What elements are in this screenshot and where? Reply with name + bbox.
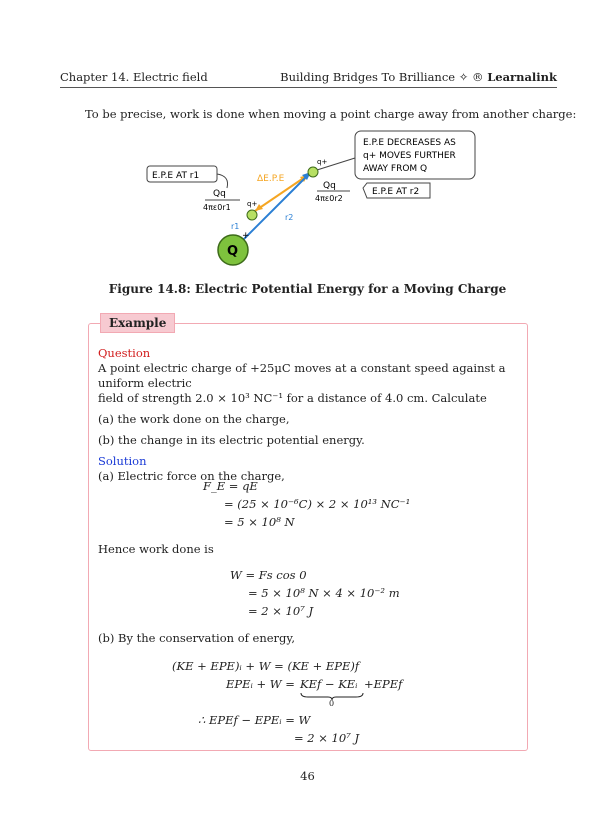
eq-energy-3: ∴ EPEf − EPEᵢ = W xyxy=(198,713,311,727)
eq-energy-2-mid: KEf − KEᵢ xyxy=(300,677,358,691)
Q-label: Q xyxy=(227,244,239,259)
plus-sign: + xyxy=(242,231,250,241)
part-a: (a) the work done on the charge, xyxy=(98,412,290,426)
series-title: Building Bridges To Brilliance xyxy=(280,70,456,84)
qq-den-2: 4πε0r2 xyxy=(315,194,343,203)
header-rule xyxy=(60,87,557,88)
figure-caption: Figure 14.8: Electric Potential Energy for a Moving Charge xyxy=(108,282,507,296)
solution-a: (a) Electric force on the charge, xyxy=(98,469,285,483)
example-tag: Example xyxy=(100,313,175,333)
eq-work-1: W = Fs cos 0 xyxy=(230,568,307,582)
callout-right-text: E.P.E AT r2 xyxy=(372,187,420,197)
page-number: 46 xyxy=(300,769,315,783)
solution-b: (b) By the conservation of energy, xyxy=(98,631,296,645)
hence-text: Hence work done is xyxy=(98,542,214,556)
small-charge-r2 xyxy=(308,167,318,177)
eq-force-2: = (25 × 10⁻⁶C) × 2 × 10¹³ NC⁻¹ xyxy=(224,497,411,511)
r2-label: r2 xyxy=(285,213,294,222)
header-brand xyxy=(280,70,557,84)
example-body xyxy=(98,346,518,484)
question-text-1: A point electric charge of +25μC moves at a constant speed against a uniform electric xyxy=(98,361,506,390)
qq-den-1: 4πε0r1 xyxy=(203,203,231,212)
eq-energy-4: = 2 × 10⁷ J xyxy=(294,731,360,745)
qq-num-2: Qq xyxy=(323,181,336,191)
delta-epe-label: ΔE.P.E xyxy=(257,174,285,184)
callout-left-text: E.P.E AT r1 xyxy=(152,171,200,181)
qq-num-1: Qq xyxy=(213,189,226,199)
eq-force-1: F_E = qE xyxy=(203,479,258,493)
brand-name: Learnalink xyxy=(487,70,557,84)
r1-label: r1 xyxy=(231,222,240,231)
q-label-r2: q+ xyxy=(317,158,328,166)
question-label: Question xyxy=(98,346,151,360)
underbrace-zero: 0 xyxy=(329,699,335,708)
callout-top-line2: q+ MOVES FURTHER xyxy=(363,151,456,161)
eq-force-3: = 5 × 10⁸ N xyxy=(224,515,295,529)
solution-label: Solution xyxy=(98,454,147,468)
eq-energy-2-right: +EPEf xyxy=(364,677,403,691)
callout-top-line3: AWAY FROM Q xyxy=(363,164,428,174)
chapter-title: Chapter 14. Electric field xyxy=(60,70,208,84)
q-label-r1: q+ xyxy=(247,200,258,208)
callout-top-line1: E.P.E DECREASES AS xyxy=(363,138,456,148)
eq-work-2: = 5 × 10⁸ N × 4 × 10⁻² m xyxy=(248,586,400,600)
intro-text: To be precise, work is done when moving a point charge away from another charge: xyxy=(85,107,577,121)
question-text-2: field of strength 2.0 × 10³ NC⁻¹ for a distance of 4.0 cm. Calculate xyxy=(98,391,487,405)
part-b: (b) the change in its electric potential energy. xyxy=(98,433,365,447)
sparkle-icon: ✧ ® xyxy=(458,70,488,84)
eq-energy-1: (KE + EPE)ᵢ + W = (KE + EPE)f xyxy=(172,659,360,673)
callout-left-arrow xyxy=(217,174,228,188)
eq-work-3: = 2 × 10⁷ J xyxy=(248,604,314,618)
eq-energy-2-left: EPEᵢ + W = xyxy=(226,677,295,691)
small-charge-r1 xyxy=(247,210,257,220)
epe-figure xyxy=(145,128,500,268)
